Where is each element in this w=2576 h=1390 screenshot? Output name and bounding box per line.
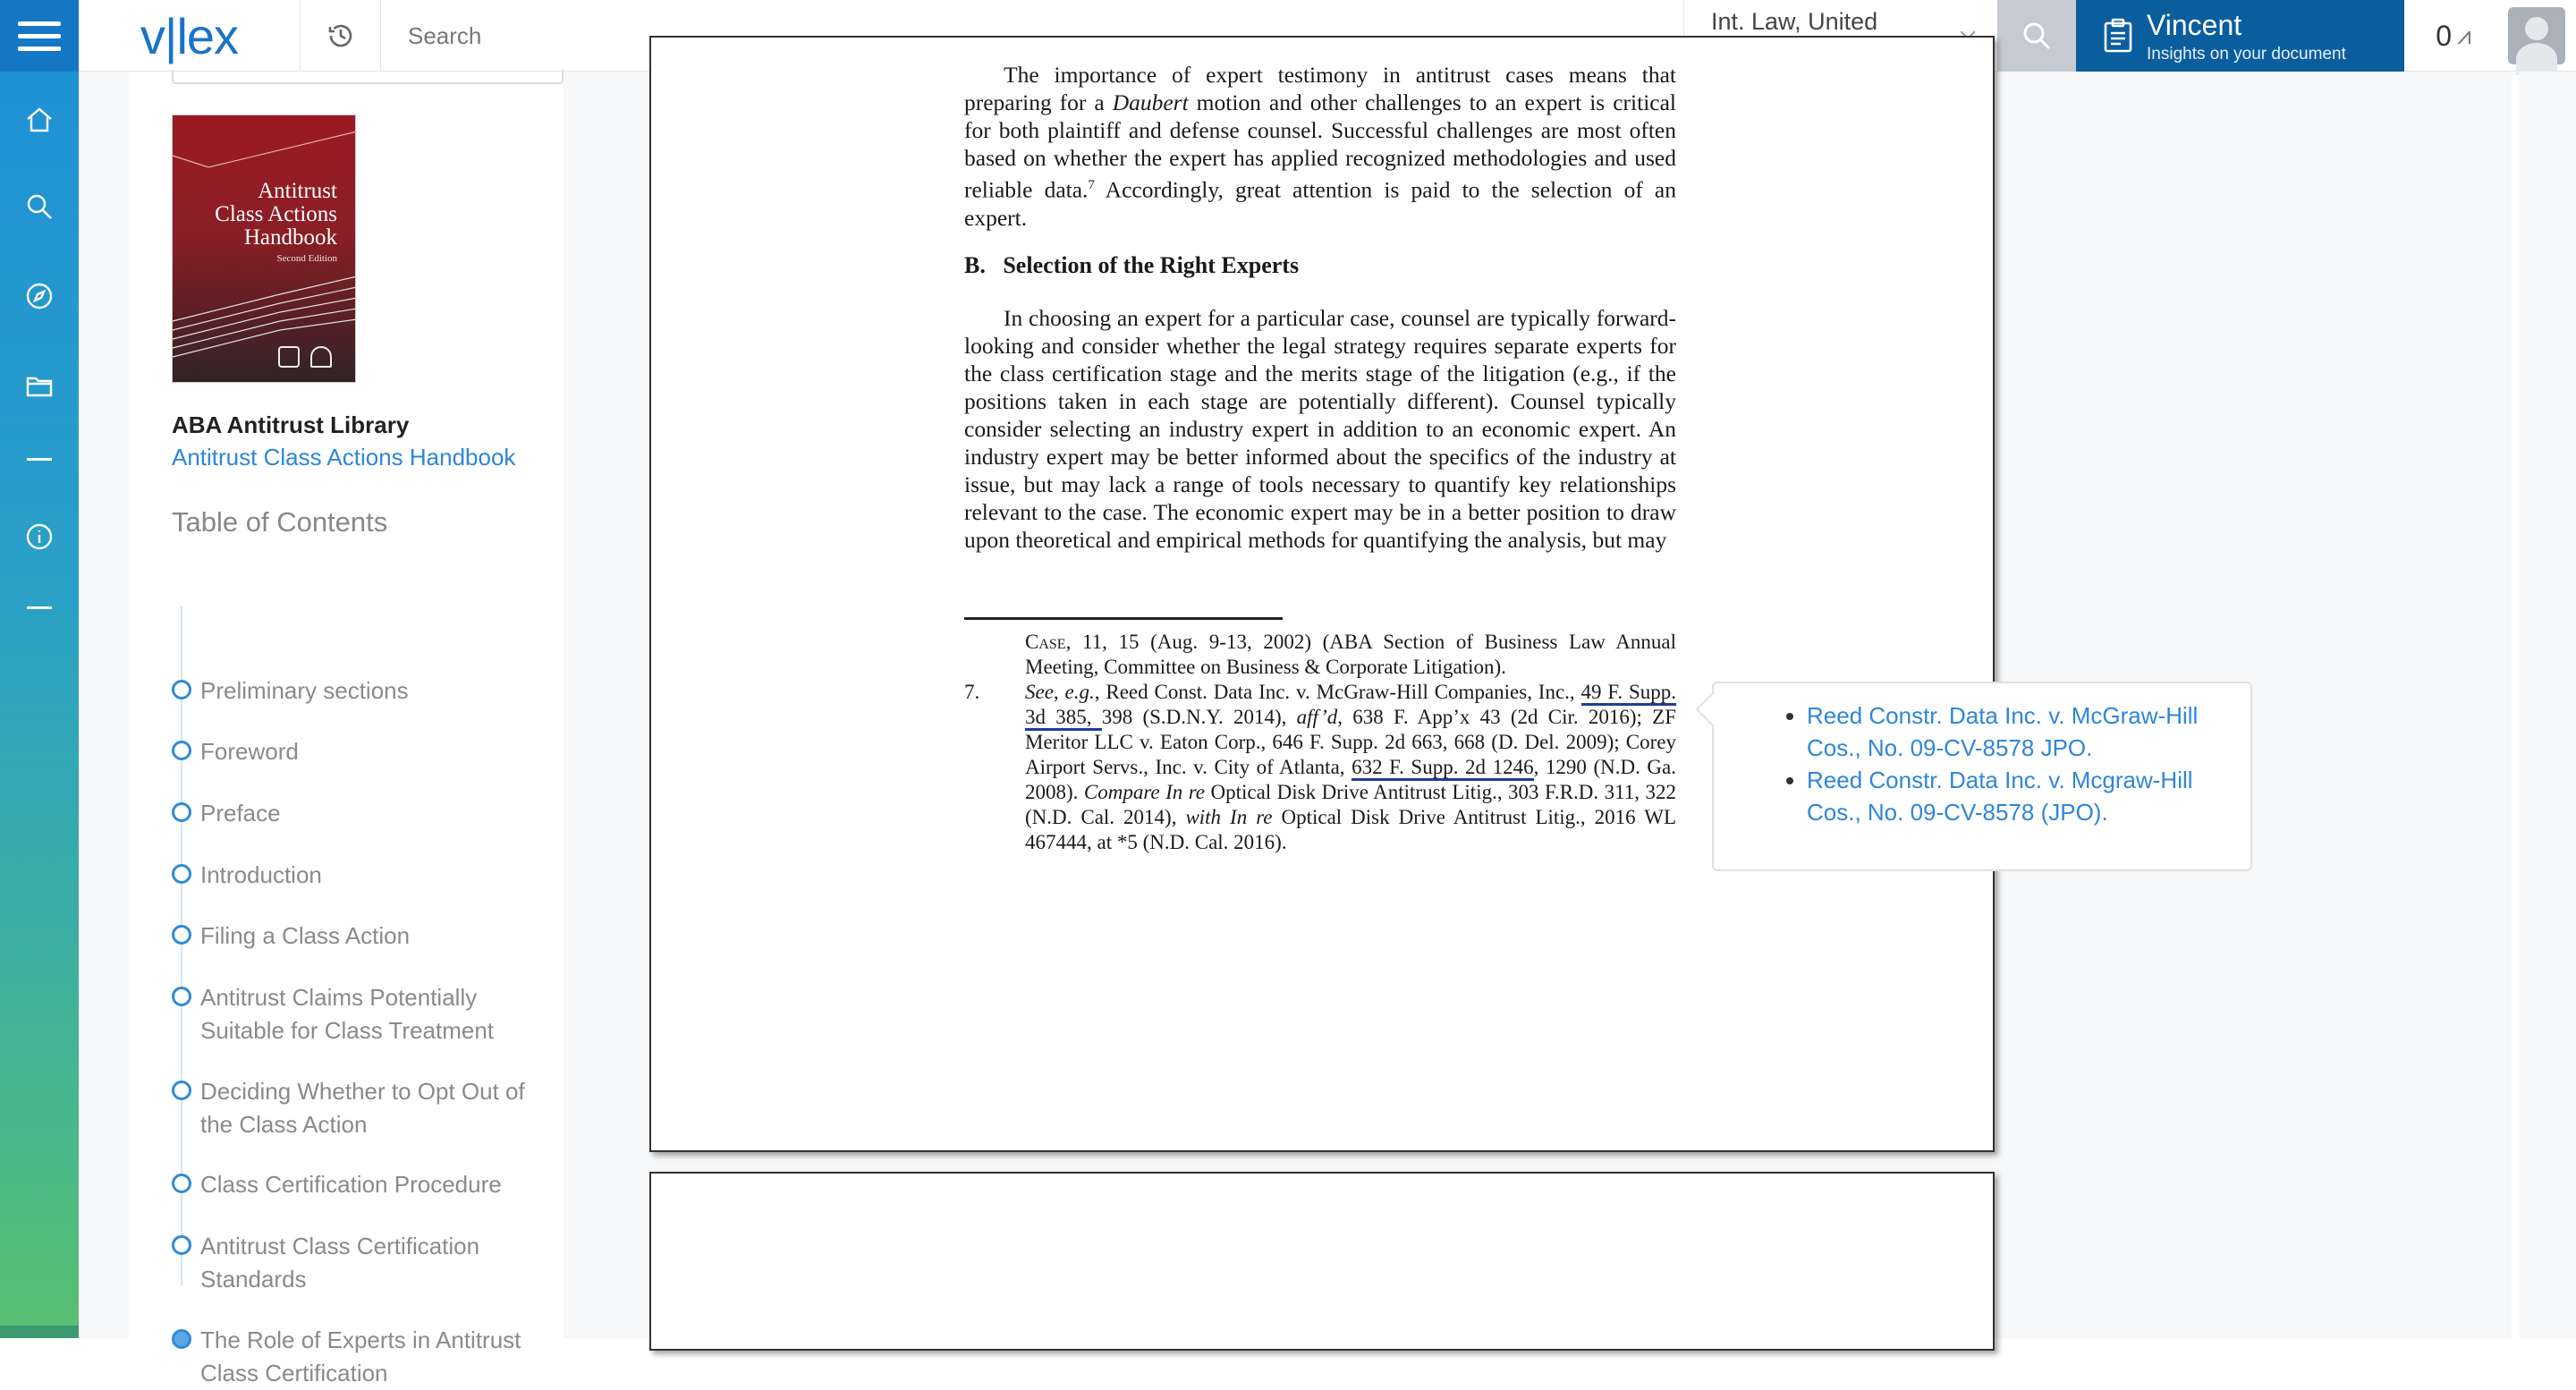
compass-icon[interactable] bbox=[21, 278, 57, 314]
body-paragraph: In choosing an expert for a particular case, counsel are typically forward-looking and consider whether the legal strategy requires separate experts for the class certification stage and the merits stage of the litigation (e.g., if the positions taken in each stage are potentially different). Counsel typically consider selecting an industry expert in addition to an economic expert. An industry expert may be better informed about the specifics of the industry at issue, but may lack a range of tools necessary to quantify key relationships relevant to the case. The economic expert may be in a better position to draw upon theoretical and empirical methods for quantifying the analysis, but may bbox=[964, 305, 1676, 553]
body-paragraph bbox=[964, 61, 1676, 232]
toc-item-label: Deciding Whether to Opt Out of the Class Action bbox=[200, 1078, 525, 1138]
aba-logo-icon bbox=[310, 346, 332, 368]
home-icon[interactable] bbox=[21, 102, 57, 138]
text-run: , bbox=[1053, 681, 1065, 703]
search-icon[interactable] bbox=[21, 189, 57, 225]
footnote-7 bbox=[1025, 680, 1676, 855]
text-run: Accordingly, great attention is paid to the selection of an expert. bbox=[964, 176, 1677, 231]
toc-item-label: The Role of Experts in Antitrust Class Certification bbox=[200, 1326, 521, 1386]
publisher-seal-icon bbox=[278, 346, 300, 368]
toc-item-label: Class Certification Procedure bbox=[200, 1171, 502, 1198]
rail-divider bbox=[27, 458, 52, 461]
cover-artwork bbox=[173, 115, 357, 384]
user-menu[interactable] bbox=[2497, 0, 2576, 72]
toc-item-label: Filing a Class Action bbox=[200, 922, 411, 949]
vincent-title: Vincent bbox=[2147, 9, 2242, 41]
text-run-italic: aff’d bbox=[1296, 706, 1338, 728]
toc-bullet-icon bbox=[172, 987, 191, 1006]
toc-bullet-active-icon bbox=[172, 1329, 191, 1349]
citation-link[interactable]: 632 F. Supp. 2d 1246 bbox=[1352, 756, 1534, 781]
toc-item-label: Foreword bbox=[200, 738, 299, 765]
toc-item-label: Preliminary sections bbox=[200, 677, 409, 704]
search-button[interactable] bbox=[1997, 0, 2076, 72]
cover-title-line: Handbook bbox=[243, 225, 337, 250]
avatar bbox=[2508, 7, 2565, 64]
hamburger-menu-icon[interactable] bbox=[0, 0, 79, 72]
text-run-italic: Daubert bbox=[1112, 89, 1189, 115]
text-run: , 638 F. App’x 43 (2d Cir. 2016); ZF Meritor LLC v. Eaton Corp., 646 F. Supp. 2d 663, 668 (D. Del. 2009); Corey Airport Servs., Inc. v. City of Atlanta, bbox=[1025, 706, 1676, 778]
footnote-continued bbox=[1025, 630, 1676, 680]
cover-title-line: Class Actions bbox=[215, 202, 337, 226]
toc-item-label: Antitrust Claims Potentially Suitable for Class Treatment bbox=[200, 984, 495, 1044]
toc-bullet-icon bbox=[172, 1081, 191, 1100]
cover-title-line: Antitrust bbox=[258, 179, 337, 203]
sidebar-search-box[interactable] bbox=[172, 70, 564, 84]
text-run: Optical Disk Drive Antitrust Litig., 2016 WL 467444, at *5 (N.D. Cal. 2016). bbox=[1025, 806, 1676, 853]
section-heading: B. Selection of the Right Experts bbox=[964, 252, 1300, 278]
clipboard-icon bbox=[2103, 18, 2133, 54]
rail-footer bbox=[0, 1326, 79, 1338]
search-icon bbox=[2020, 19, 2054, 53]
toc-bullet-icon bbox=[172, 1174, 191, 1193]
text-run: , 1290 (N.D. Ga. 2008). bbox=[1025, 756, 1676, 803]
right-gutter bbox=[2519, 72, 2576, 1338]
citation-link[interactable]: 49 F. Supp. 3d 385, bbox=[1025, 681, 1676, 731]
jurisdiction-label: Int. Law, United bbox=[1711, 8, 1878, 35]
book-title-link[interactable]: Antitrust Class Actions Handbook bbox=[172, 444, 516, 470]
rail-divider bbox=[27, 606, 52, 609]
toc-item-label: Antitrust Class Certification Standards bbox=[200, 1233, 480, 1293]
cover-edition: Second Edition bbox=[276, 253, 337, 264]
citation-popover bbox=[1712, 682, 2252, 871]
text-run-italic: e.g. bbox=[1064, 681, 1095, 703]
toc-bullet-icon bbox=[172, 741, 191, 760]
toc-bullet-icon bbox=[172, 925, 191, 945]
library-title: ABA Antitrust Library bbox=[172, 411, 410, 438]
text-run: , Reed Const. Data Inc. v. McGraw-Hill Companies, Inc., bbox=[1094, 681, 1581, 703]
credits-value: 0 bbox=[2436, 19, 2452, 52]
history-icon[interactable] bbox=[301, 0, 381, 72]
toc-item-label: Preface bbox=[200, 800, 281, 826]
toc-item-label: Introduction bbox=[200, 861, 322, 888]
text-run: motion and other challenges to an expert is critical for both plaintiff and defense counsel. Successful challenges are most often based on whether the expert has applied recognized methodologies and used reliable data. bbox=[964, 89, 1676, 203]
toc-bullet-icon bbox=[172, 802, 191, 822]
toc-bullet-icon bbox=[172, 864, 191, 884]
text-run-italic: Compare In re bbox=[1083, 781, 1206, 803]
citation-result-list bbox=[1807, 699, 2236, 828]
info-icon[interactable] bbox=[21, 519, 57, 555]
vincent-button[interactable] bbox=[2076, 0, 2404, 72]
toc-heading: Table of Contents bbox=[172, 506, 388, 538]
folder-icon[interactable] bbox=[21, 369, 57, 404]
toc-bullet-icon bbox=[172, 1235, 191, 1255]
document-page-next bbox=[649, 1172, 1995, 1351]
text-run: , 11, 15 (Aug. 9-13, 2002) (ABA Section of Business Law Annual Meeting, Committee on Business & Corporate Litigation). bbox=[1025, 631, 1676, 678]
text-run: Optical Disk Drive Antitrust Litig., 303 F.R.D. 311, 322 (N.D. Cal. 2014), bbox=[1025, 781, 1676, 828]
logo-text: v|lex bbox=[140, 7, 239, 64]
text-run: 398 (S.D.N.Y. 2014), bbox=[1101, 706, 1297, 728]
book-sidebar bbox=[129, 72, 564, 1386]
text-run-smallcaps: Case bbox=[1025, 631, 1066, 653]
text-run-italic: with In re bbox=[1185, 806, 1273, 828]
text-run: The importance of expert testimony in antitrust cases means that preparing for a bbox=[964, 62, 1676, 115]
footnote-ref[interactable]: 7 bbox=[1088, 178, 1095, 192]
toc-bullet-icon bbox=[172, 680, 191, 699]
left-gutter bbox=[79, 72, 129, 1338]
footnote-divider bbox=[964, 617, 1283, 620]
vlex-logo[interactable] bbox=[79, 0, 301, 72]
vincent-subtitle: Insights on your document bbox=[2147, 45, 2346, 64]
left-rail bbox=[0, 0, 79, 1338]
book-cover[interactable] bbox=[172, 114, 356, 383]
credits-counter[interactable] bbox=[2413, 0, 2494, 72]
credits-unit: ⩘ bbox=[2457, 21, 2471, 49]
citation-result-link[interactable]: • Reed Constr. Data Inc. v. McGraw-Hill Cos., No. 09-CV-8578 JPO. bbox=[1807, 699, 2236, 764]
text-run-italic: See bbox=[1025, 681, 1054, 703]
citation-result-link[interactable]: • Reed Constr. Data Inc. v. Mcgraw-Hill Cos., No. 09-CV-8578 (JPO). bbox=[1807, 764, 2236, 828]
footnote-number: 7. bbox=[964, 681, 980, 703]
